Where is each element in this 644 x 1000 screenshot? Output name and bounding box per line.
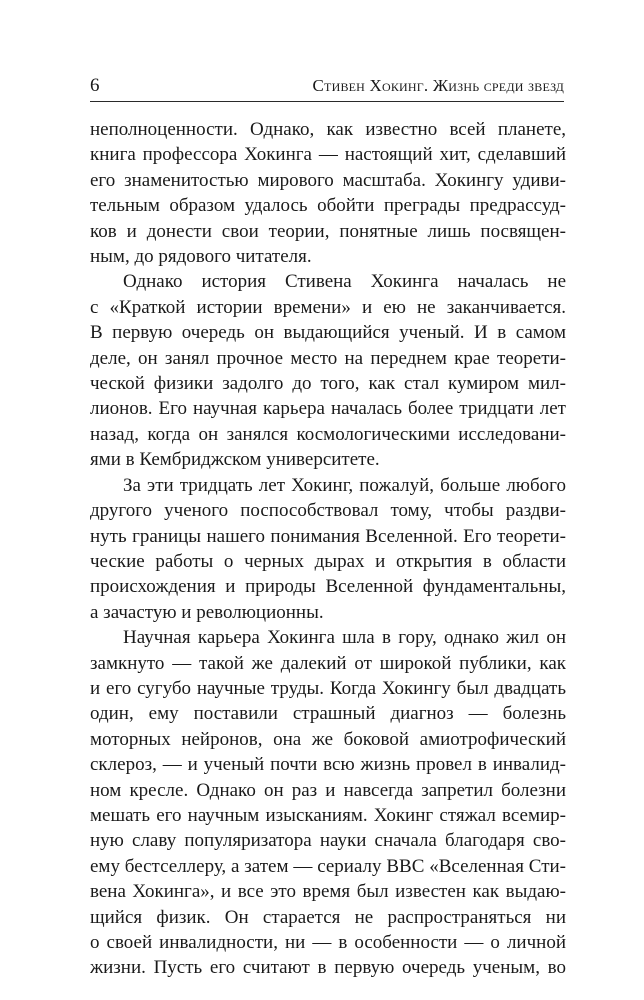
text-line: замкнуто — такой же далекий от широкой публики, как	[90, 652, 566, 674]
running-head-title: Стивен Хокинг. Жизнь среди звезд	[312, 76, 564, 95]
text-line: происхождения и природы Вселенной фундаментальны,	[90, 576, 566, 598]
text-line: ков и донести свои теории, понятные лишь посвящен-	[90, 220, 566, 242]
text-line: неполноценности. Однако, как известно всей планете,	[90, 119, 566, 140]
text-line: и его сугубо научные труды. Когда Хокингу был двадцать	[90, 677, 566, 699]
text-line: склероз, — и ученый почти всю жизнь провел в инвалид-	[90, 754, 566, 776]
paragraph	[90, 117, 566, 269]
text-line: жизни. Пусть его считают в первую очередь ученым, во	[90, 957, 566, 979]
paragraph	[90, 473, 566, 625]
paragraph	[90, 625, 566, 981]
text-line: ческие работы о черных дырах и открытия в области	[90, 550, 566, 572]
paragraph	[90, 269, 566, 472]
text-line: один, ему поставили страшный диагноз — болезнь	[90, 703, 566, 725]
text-line: другого ученого поспособствовал тому, чтобы раздви-	[90, 500, 566, 522]
text-line: ном кресле. Однако он раз и навсегда запретил болезни	[90, 779, 566, 801]
text-line: ным, до рядового читателя.	[90, 246, 312, 268]
text-line: нуть границы нашего понимания Вселенной. Его теорети-	[90, 525, 566, 547]
text-line: лионов. Его научная карьера началась более тридцати лет	[90, 398, 566, 420]
text-line: а зачастую и революционны.	[90, 601, 324, 623]
text-line: книга профессора Хокинга — настоящий хит, сделавший	[90, 144, 566, 166]
text-line: ческой физики задолго до того, как стал кумиром мил-	[90, 373, 566, 395]
text-line: Однако история Стивена Хокинга началась не	[123, 271, 566, 293]
text-line: ную славу популяризатора науки сначала благодаря сво-	[90, 830, 566, 852]
body-text	[90, 117, 566, 981]
text-line: ему бестселлеру, а затем — сериалу BBC «Вселенная Сти-	[90, 855, 566, 877]
text-line: деле, он занял прочное место на переднем крае теорети-	[90, 347, 566, 369]
text-line: его знаменитостью мирового масштаба. Хокингу удиви-	[90, 169, 566, 191]
text-line: За эти тридцать лет Хокинг, пожалуй, больше любого	[123, 474, 566, 496]
text-line: Научная карьера Хокинга шла в гору, однако жил он	[123, 627, 566, 649]
text-line: назад, когда он занялся космологическими исследовани-	[90, 423, 566, 445]
text-line: моторных нейронов, она же боковой амиотрофический	[90, 728, 566, 750]
text-line: ями в Кембриджском университете.	[90, 449, 380, 471]
text-line: о своей инвалидности, ни — в особенности — о личной	[90, 932, 566, 953]
text-line: мешать его научным изысканиям. Хокинг стяжал всемир-	[90, 804, 566, 826]
text-line: вена Хокинга», и все это время был известен как выдаю-	[90, 881, 566, 903]
text-line: с «Краткой истории времени» и ею не заканчивается.	[90, 296, 566, 318]
text-line: щийся физик. Он старается не распространяться ни	[90, 906, 566, 928]
running-head	[90, 74, 564, 98]
page-number: 6	[90, 75, 100, 96]
text-line: тельным образом удалось обойти преграды предрассуд-	[90, 195, 566, 217]
text-line: В первую очередь он выдающийся ученый. И в самом	[90, 322, 566, 344]
header-rule	[90, 101, 564, 102]
